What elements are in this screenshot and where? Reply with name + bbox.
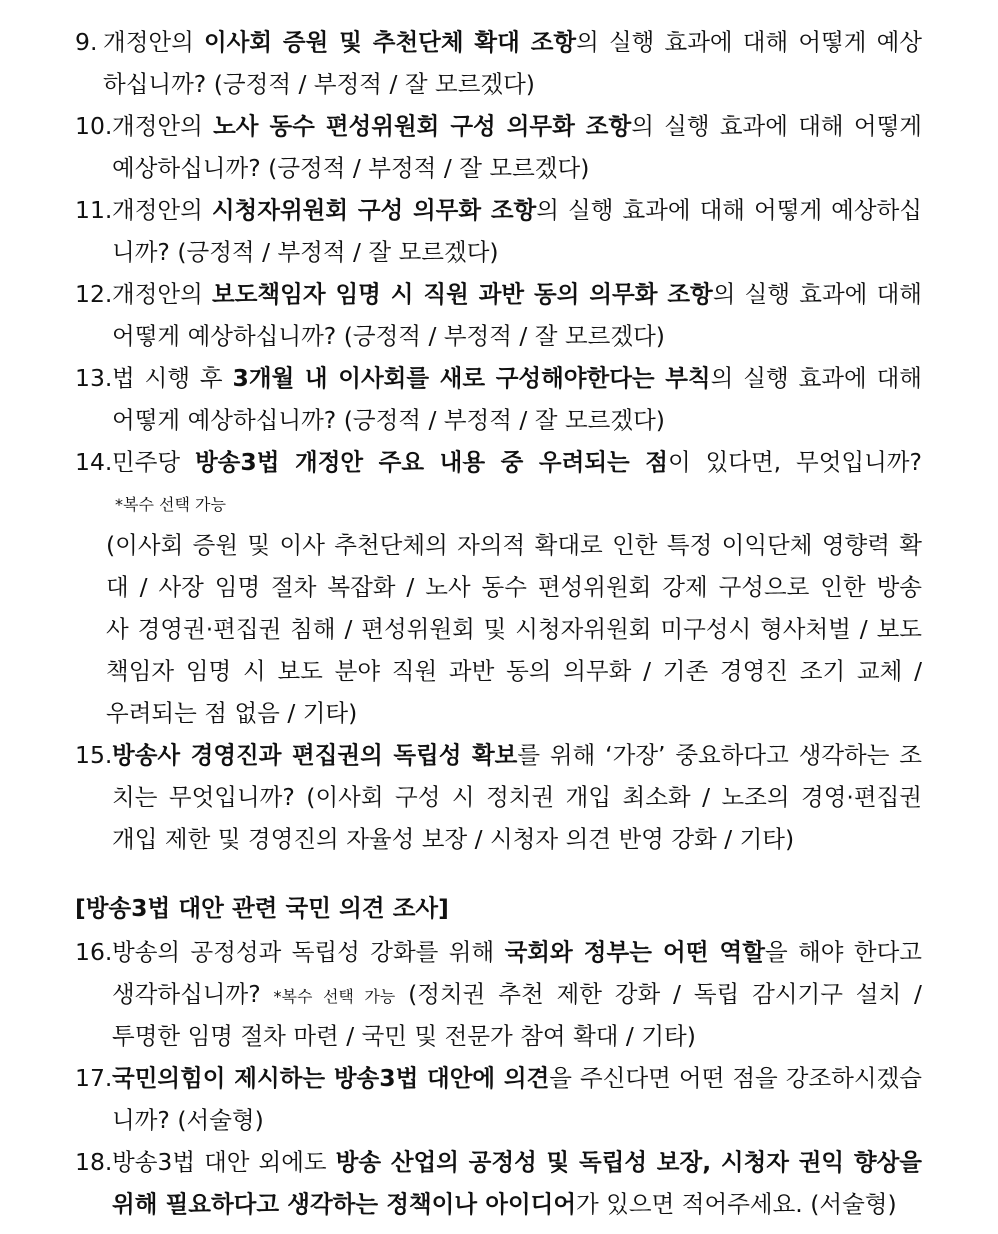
- question-number: 17.: [75, 1064, 113, 1092]
- question-text: 위해 필요하다고 생각하는 정책이나 아이디어가 있으면 적어주세요. (서술형): [112, 1190, 897, 1218]
- section-title: [방송3법 대안 관련 국민 의견 조사]: [75, 894, 449, 922]
- question-text: 개정안의 보도책임자 임명 시 직원 과반 동의 의무화 조항의 실행 효과에 대해: [112, 280, 922, 308]
- question-number: 14.: [75, 448, 113, 476]
- question-text: 개정안의 이사회 증원 및 추천단체 확대 조항의 실행 효과에 대해 어떻게 예상: [103, 28, 922, 56]
- question-text: 개입 제한 및 경영진의 자율성 보장 / 시청자 의견 반영 강화 / 기타): [112, 825, 795, 853]
- multi-select-note: *복수 선택 가능: [115, 495, 226, 514]
- question-text: 방송의 공정성과 독립성 강화를 위해 국회와 정부는 어떤 역할을 해야 한다고: [112, 938, 922, 966]
- question-text: 방송3법 대안 외에도 방송 산업의 공정성 및 독립성 보장, 시청자 권익 향상을: [112, 1148, 922, 1176]
- question-text: 민주당 방송3법 개정안 주요 내용 중 우려되는 점이 있다면, 무엇입니까?: [112, 448, 922, 476]
- option-line: 대 / 사장 임명 절차 복잡화 / 노사 동수 편성위원회 강제 구성으로 인한 방송: [106, 573, 922, 601]
- question-text: 치는 무엇입니까? (이사회 구성 시 정치권 개입 최소화 / 노조의 경영·편집권: [112, 783, 922, 811]
- question-number: 12.: [75, 280, 113, 308]
- question-text: 어떻게 예상하십니까? (긍정적 / 부정적 / 잘 모르겠다): [112, 406, 665, 434]
- option-line: 우려되는 점 없음 / 기타): [106, 699, 358, 727]
- question-text: 법 시행 후 3개월 내 이사회를 새로 구성해야한다는 부칙의 실행 효과에 대해: [112, 364, 922, 392]
- question-text: 하십니까? (긍정적 / 부정적 / 잘 모르겠다): [103, 70, 535, 98]
- question-text: 어떻게 예상하십니까? (긍정적 / 부정적 / 잘 모르겠다): [112, 322, 665, 350]
- question-number: 15.: [75, 741, 113, 769]
- question-number: 18.: [75, 1148, 113, 1176]
- question-text: 니까? (긍정적 / 부정적 / 잘 모르겠다): [112, 238, 499, 266]
- question-text: 예상하십니까? (긍정적 / 부정적 / 잘 모르겠다): [112, 154, 590, 182]
- option-line: (이사회 증원 및 이사 추천단체의 자의적 확대로 인한 특정 이익단체 영향력 확: [106, 531, 922, 559]
- question-text: 개정안의 시청자위원회 구성 의무화 조항의 실행 효과에 대해 어떻게 예상하십: [112, 196, 922, 224]
- question-text: 방송사 경영진과 편집권의 독립성 확보를 위해 ‘가장’ 중요하다고 생각하는 조: [112, 741, 922, 769]
- question-text: 투명한 임명 절차 마련 / 국민 및 전문가 참여 확대 / 기타): [112, 1022, 696, 1050]
- question-number: 10.: [75, 112, 113, 140]
- question-text: 국민의힘이 제시하는 방송3법 대안에 의견을 주신다면 어떤 점을 강조하시겠습: [112, 1064, 922, 1092]
- question-number: 11.: [75, 196, 113, 224]
- question-number: 16.: [75, 938, 113, 966]
- multi-select-note: *복수 선택 가능: [273, 987, 396, 1006]
- question-number: 13.: [75, 364, 113, 392]
- question-text: 개정안의 노사 동수 편성위원회 구성 의무화 조항의 실행 효과에 대해 어떻게: [112, 112, 922, 140]
- question-text: 생각하십니까? *복수 선택 가능 (정치권 추천 제한 강화 / 독립 감시기구 설치 /: [112, 980, 922, 1008]
- question-number: 9.: [75, 28, 98, 56]
- option-line: 책임자 임명 시 보도 분야 직원 과반 동의 의무화 / 기존 경영진 조기 교체 /: [106, 657, 922, 685]
- option-line: 사 경영권·편집권 침해 / 편성위원회 및 시청자위원회 미구성시 형사처벌 / 보도: [106, 615, 922, 643]
- question-text: 니까? (서술형): [112, 1106, 264, 1134]
